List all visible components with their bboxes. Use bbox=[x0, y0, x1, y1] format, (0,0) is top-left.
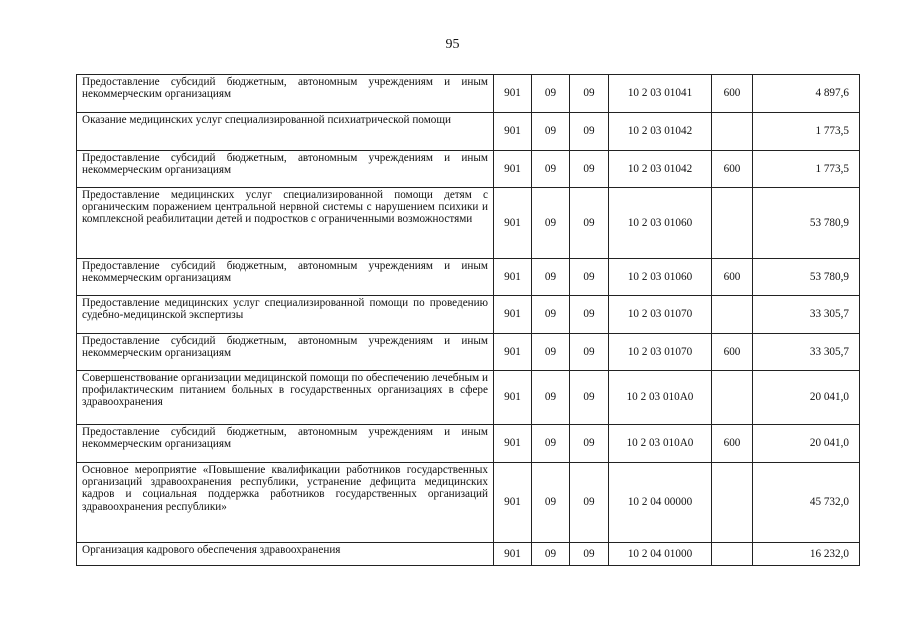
row-name: Оказание медицинских услуг специализированной психиатрической помощи bbox=[77, 113, 494, 151]
row-name: Предоставление субсидий бюджетным, автономным учреждениям и иным некоммерческим организациям bbox=[77, 75, 494, 113]
row-name: Предоставление медицинских услуг специализированной помощи детям с органическим поражением центральной нервной системы с нарушением психики и комплексной реабилитации детей и подростков с ограниченными возможностями bbox=[77, 188, 494, 259]
row-expense-type bbox=[712, 113, 753, 151]
table-row bbox=[77, 543, 860, 566]
row-section: 09 bbox=[532, 425, 570, 463]
row-amount: 20 041,0 bbox=[753, 371, 860, 425]
row-subsection: 09 bbox=[570, 259, 609, 296]
table-row bbox=[77, 371, 860, 425]
table-row bbox=[77, 151, 860, 188]
row-admin-code: 901 bbox=[494, 259, 532, 296]
row-amount: 1 773,5 bbox=[753, 113, 860, 151]
row-target-article: 10 2 04 01000 bbox=[609, 543, 712, 566]
row-name: Предоставление субсидий бюджетным, автономным учреждениям и иным некоммерческим организациям bbox=[77, 259, 494, 296]
row-expense-type bbox=[712, 296, 753, 334]
table-row bbox=[77, 334, 860, 371]
row-amount: 53 780,9 bbox=[753, 259, 860, 296]
row-amount: 45 732,0 bbox=[753, 463, 860, 543]
row-section: 09 bbox=[532, 296, 570, 334]
row-section: 09 bbox=[532, 371, 570, 425]
row-name: Предоставление субсидий бюджетным, автономным учреждениям и иным некоммерческим организациям bbox=[77, 425, 494, 463]
row-subsection: 09 bbox=[570, 543, 609, 566]
row-target-article: 10 2 03 010А0 bbox=[609, 425, 712, 463]
row-subsection: 09 bbox=[570, 296, 609, 334]
row-expense-type: 600 bbox=[712, 259, 753, 296]
row-section: 09 bbox=[532, 259, 570, 296]
row-section: 09 bbox=[532, 151, 570, 188]
row-target-article: 10 2 04 00000 bbox=[609, 463, 712, 543]
row-subsection: 09 bbox=[570, 113, 609, 151]
row-amount: 53 780,9 bbox=[753, 188, 860, 259]
row-name: Основное мероприятие «Повышение квалификации работников государственных организаций здравоохранения республики, устранение дефицита медицинских кадров и социальная поддержка работников государственных организаций здравоохранения республики» bbox=[77, 463, 494, 543]
row-expense-type: 600 bbox=[712, 334, 753, 371]
row-admin-code: 901 bbox=[494, 463, 532, 543]
table-row bbox=[77, 296, 860, 334]
row-expense-type: 600 bbox=[712, 75, 753, 113]
row-section: 09 bbox=[532, 334, 570, 371]
row-expense-type: 600 bbox=[712, 425, 753, 463]
page-number: 95 bbox=[445, 37, 460, 52]
row-target-article: 10 2 03 010А0 bbox=[609, 371, 712, 425]
row-amount: 20 041,0 bbox=[753, 425, 860, 463]
row-amount: 1 773,5 bbox=[753, 151, 860, 188]
row-target-article: 10 2 03 01042 bbox=[609, 151, 712, 188]
row-section: 09 bbox=[532, 543, 570, 566]
row-admin-code: 901 bbox=[494, 113, 532, 151]
row-expense-type bbox=[712, 371, 753, 425]
row-admin-code: 901 bbox=[494, 151, 532, 188]
row-target-article: 10 2 03 01060 bbox=[609, 188, 712, 259]
row-admin-code: 901 bbox=[494, 75, 532, 113]
row-subsection: 09 bbox=[570, 371, 609, 425]
row-name: Совершенствование организации медицинской помощи по обеспечению лечебным и профилактическим питанием больных в государственных организациях в сфере здравоохранения bbox=[77, 371, 494, 425]
row-subsection: 09 bbox=[570, 425, 609, 463]
row-target-article: 10 2 03 01060 bbox=[609, 259, 712, 296]
row-section: 09 bbox=[532, 113, 570, 151]
row-expense-type bbox=[712, 463, 753, 543]
row-admin-code: 901 bbox=[494, 334, 532, 371]
row-expense-type bbox=[712, 188, 753, 259]
row-target-article: 10 2 03 01042 bbox=[609, 113, 712, 151]
row-expense-type bbox=[712, 543, 753, 566]
row-subsection: 09 bbox=[570, 188, 609, 259]
row-section: 09 bbox=[532, 188, 570, 259]
row-section: 09 bbox=[532, 463, 570, 543]
row-name: Предоставление медицинских услуг специализированной помощи по проведению судебно-медицинской экспертизы bbox=[77, 296, 494, 334]
row-amount: 33 305,7 bbox=[753, 296, 860, 334]
row-admin-code: 901 bbox=[494, 296, 532, 334]
table-row bbox=[77, 188, 860, 259]
row-target-article: 10 2 03 01070 bbox=[609, 296, 712, 334]
table-row bbox=[77, 425, 860, 463]
row-name: Предоставление субсидий бюджетным, автономным учреждениям и иным некоммерческим организациям bbox=[77, 334, 494, 371]
row-amount: 4 897,6 bbox=[753, 75, 860, 113]
table-row bbox=[77, 75, 860, 113]
row-target-article: 10 2 03 01070 bbox=[609, 334, 712, 371]
row-amount: 16 232,0 bbox=[753, 543, 860, 566]
row-admin-code: 901 bbox=[494, 188, 532, 259]
row-name: Предоставление субсидий бюджетным, автономным учреждениям и иным некоммерческим организациям bbox=[77, 151, 494, 188]
row-admin-code: 901 bbox=[494, 371, 532, 425]
row-section: 09 bbox=[532, 75, 570, 113]
row-admin-code: 901 bbox=[494, 425, 532, 463]
budget-table bbox=[76, 74, 860, 566]
row-expense-type: 600 bbox=[712, 151, 753, 188]
table-row bbox=[77, 259, 860, 296]
row-admin-code: 901 bbox=[494, 543, 532, 566]
row-name: Организация кадрового обеспечения здравоохранения bbox=[77, 543, 494, 566]
table-row bbox=[77, 113, 860, 151]
table-row bbox=[77, 463, 860, 543]
row-target-article: 10 2 03 01041 bbox=[609, 75, 712, 113]
row-subsection: 09 bbox=[570, 463, 609, 543]
row-subsection: 09 bbox=[570, 75, 609, 113]
row-subsection: 09 bbox=[570, 151, 609, 188]
row-amount: 33 305,7 bbox=[753, 334, 860, 371]
row-subsection: 09 bbox=[570, 334, 609, 371]
